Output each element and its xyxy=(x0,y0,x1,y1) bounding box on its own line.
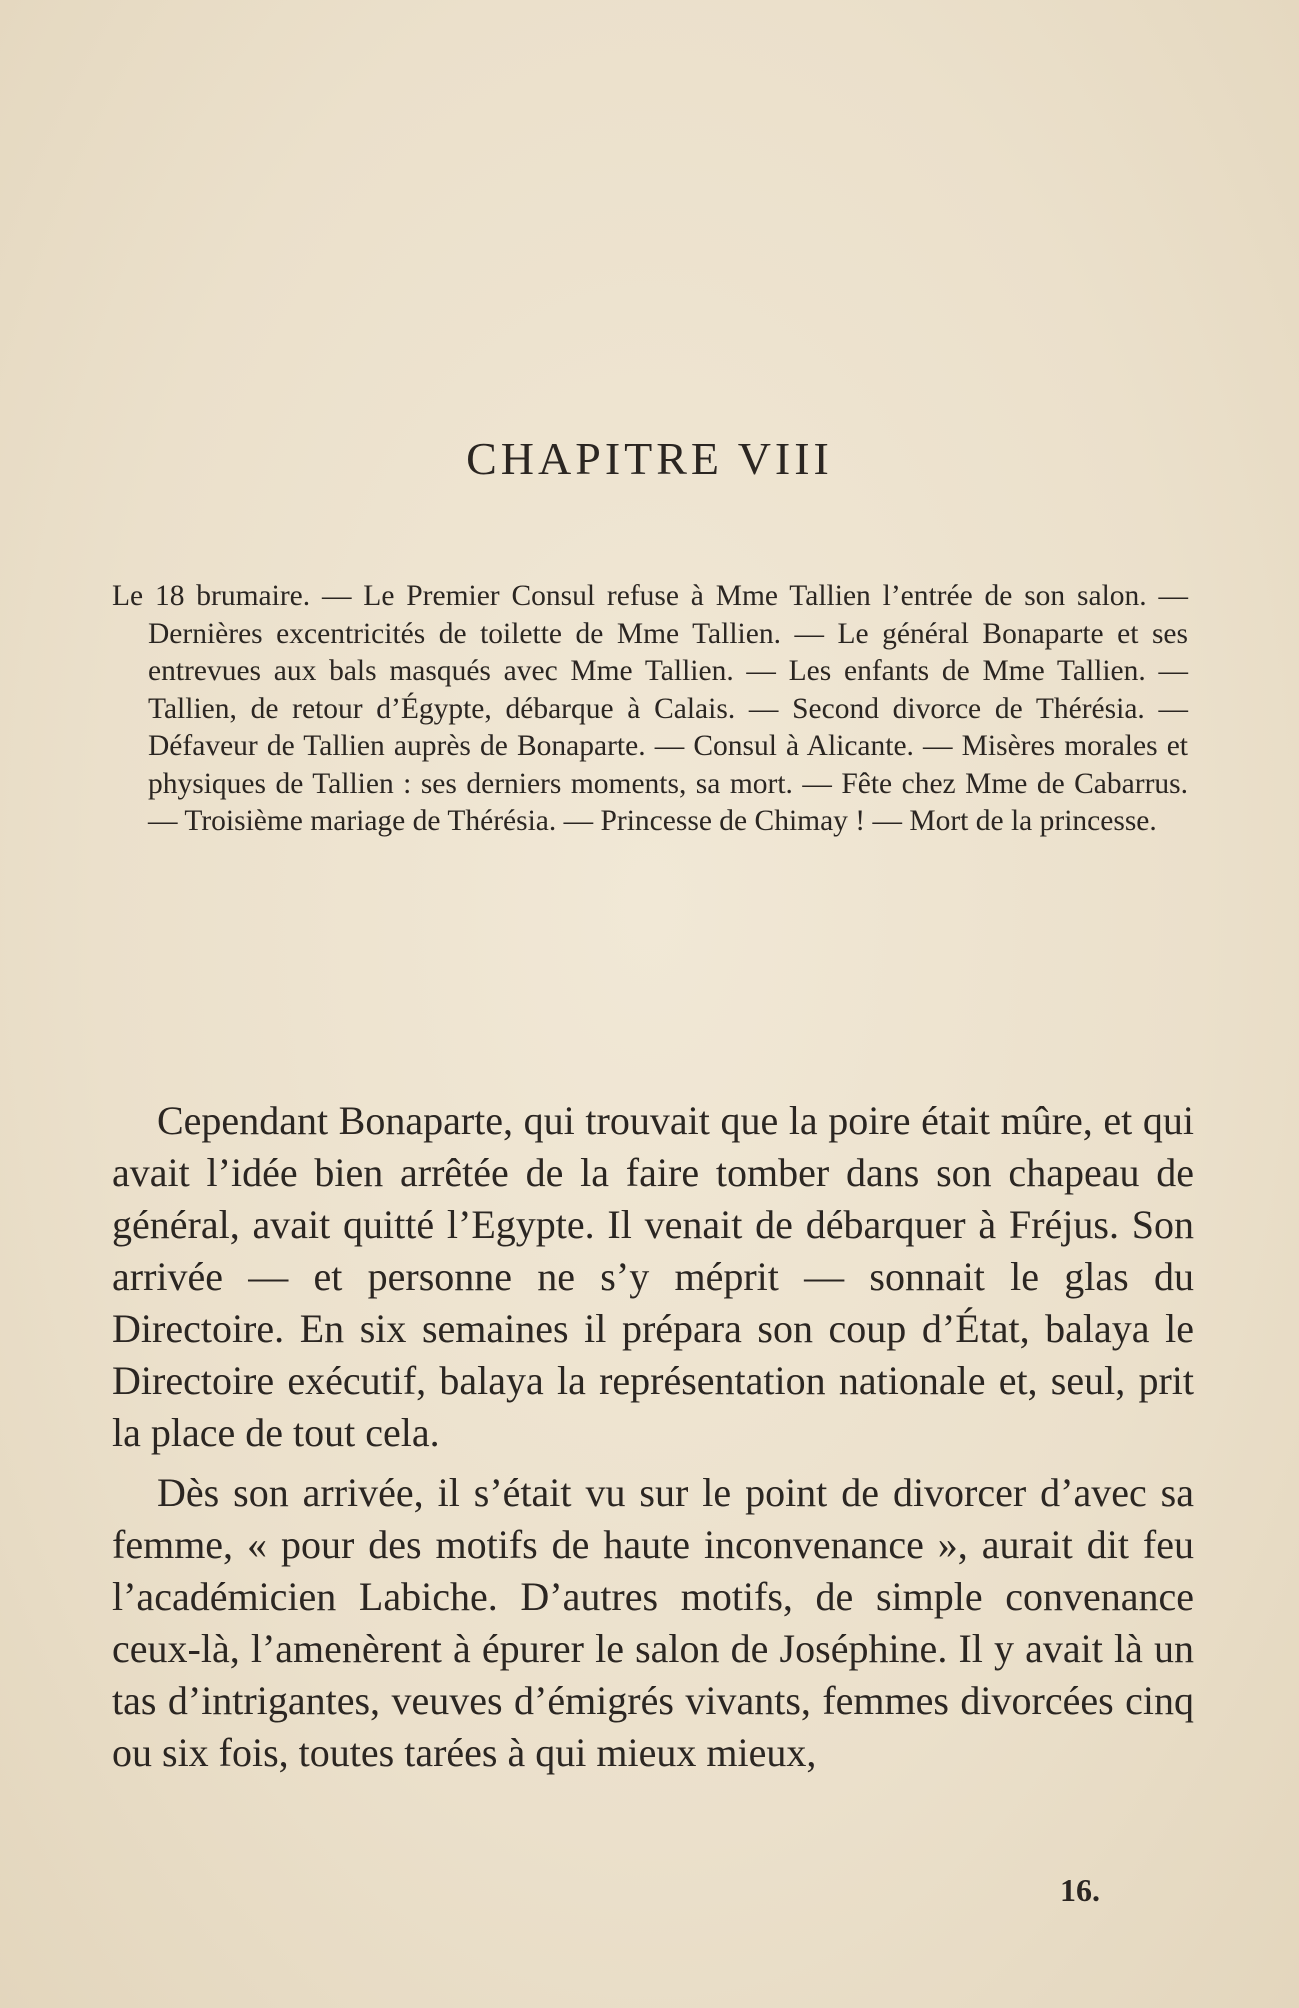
chapter-summary-text: Le 18 brumaire. — Le Premier Consul refuse à Mme Tallien l’entrée de son salon. — Dernières excentricités de toilette de Mme Tallien. — Le général Bonaparte et ses entrevues aux bals masqués avec Mme Tallien. — Les enfants de Mme Tallien. — Tallien, de retour d’Égypte, débarque à Calais. — Second divorce de Thérésia. — Défaveur de Tallien auprès de Bonaparte. — Consul à Alicante. — Misères morales et physiques de Tallien : ses derniers moments, sa mort. — Fête chez Mme de Cabarrus. — Troisième mariage de Thérésia. — Princesse de Chimay ! — Mort de la princesse. xyxy=(112,580,1188,837)
chapter-title: CHAPITRE VIII xyxy=(466,433,833,484)
chapter-summary xyxy=(112,578,1188,841)
body-text xyxy=(112,1095,1194,1779)
paragraph-1: Cependant Bonaparte, qui trouvait que la poire était mûre, et qui avait l’idée bien arrêtée de la faire tomber dans son chapeau de général, avait quitté l’Egypte. Il venait de débarquer à Fréjus. Son arrivée — et personne ne s’y méprit — sonnait le glas du Directoire. En six semaines il prépara son coup d’État, balaya le Directoire exécutif, balaya la représentation nationale et, seul, prit la place de tout cela. xyxy=(112,1098,1194,1455)
page-number: 16. xyxy=(1060,1872,1100,1908)
paragraph-2: Dès son arrivée, il s’était vu sur le point de divorcer d’avec sa femme, « pour des motifs de haute inconvenance », aurait dit feu l’académicien Labiche. D’autres motifs, de simple convenance ceux-là, l’amenèrent à épurer le salon de Joséphine. Il y avait là un tas d’intrigantes, veuves d’émigrés vivants, femmes divorcées cinq ou six fois, toutes tarées à qui mieux mieux, xyxy=(112,1470,1194,1775)
